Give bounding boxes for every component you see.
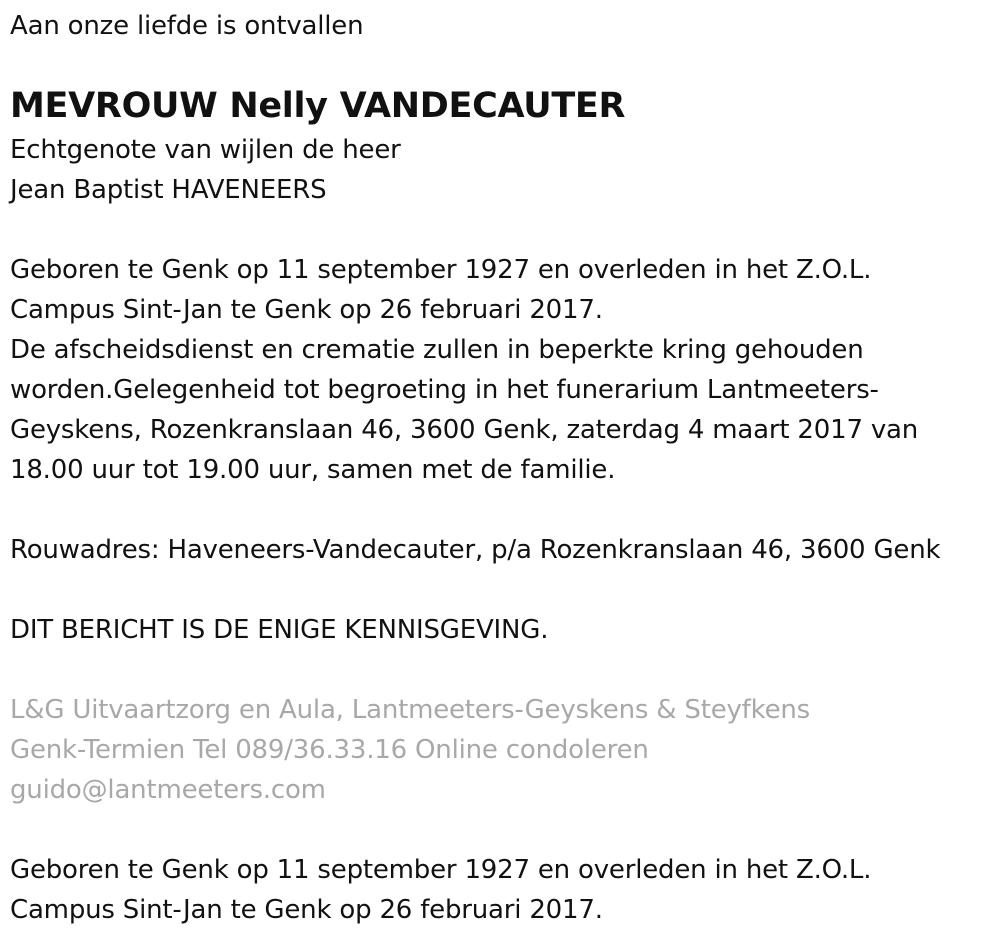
funeral-home-line: L&G Uitvaartzorg en Aula, Lantmeeters-Geyskens & Steyfkens [10, 695, 810, 725]
spouse-block [10, 130, 995, 210]
details-line: Geboren te Genk op 11 september 1927 en overleden in het Z.O.L. [10, 255, 872, 285]
spouse-name: Jean Baptist HAVENEERS [10, 175, 327, 205]
obituary-notice [10, 6, 995, 930]
details-line: 18.00 uur tot 19.00 uur, samen met de familie. [10, 455, 616, 485]
funeral-home-block [10, 690, 995, 810]
details-line: worden.Gelegenheid tot begroeting in het funerarium Lantmeeters- [10, 375, 879, 405]
funeral-home-contact[interactable]: Genk-Termien Tel 089/36.33.16 Online condoleren [10, 735, 649, 765]
repeat-line: Geboren te Genk op 11 september 1927 en overleden in het Z.O.L. [10, 855, 872, 885]
repeat-block [10, 850, 995, 930]
notice-text: DIT BERICHT IS DE ENIGE KENNISGEVING. [10, 615, 549, 645]
repeat-line: Campus Sint-Jan te Genk op 26 februari 2017. [10, 895, 603, 925]
details-block [10, 250, 995, 490]
mourning-address: Rouwadres: Haveneers-Vandecauter, p/a Rozenkranslaan 46, 3600 Genk [10, 535, 941, 565]
details-line: Campus Sint-Jan te Genk op 26 februari 2017. [10, 295, 603, 325]
details-line: De afscheidsdienst en crematie zullen in beperkte kring gehouden [10, 335, 864, 365]
spacer [10, 570, 995, 610]
funeral-home-email-link[interactable]: guido@lantmeeters.com [10, 775, 326, 805]
spacer [10, 490, 995, 530]
spouse-line: Echtgenote van wijlen de heer [10, 135, 401, 165]
intro-text: Aan onze liefde is ontvallen [10, 11, 364, 41]
spacer [10, 210, 995, 250]
spacer [10, 650, 995, 690]
deceased-name: MEVROUW Nelly VANDECAUTER [10, 86, 626, 126]
spacer [10, 810, 995, 850]
details-line: Geyskens, Rozenkranslaan 46, 3600 Genk, zaterdag 4 maart 2017 van [10, 415, 919, 445]
